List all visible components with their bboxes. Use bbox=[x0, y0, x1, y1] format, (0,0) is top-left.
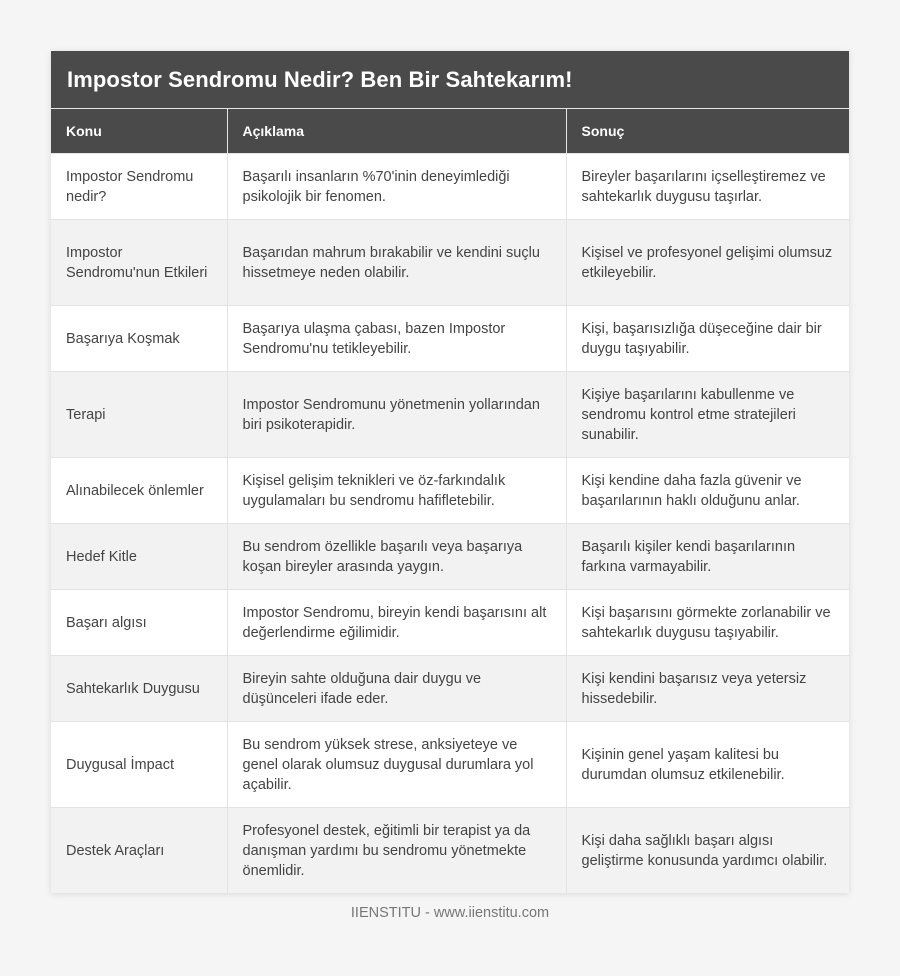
table-row bbox=[51, 154, 849, 220]
cell-sonuc: Bireyler başarılarını içselleştiremez ve sahtekarlık duygusu taşırlar. bbox=[566, 154, 849, 220]
column-header-konu: Konu bbox=[51, 109, 227, 154]
cell-konu: Impostor Sendromu nedir? bbox=[51, 154, 227, 220]
table-row bbox=[51, 590, 849, 656]
cell-konu: Alınabilecek önlemler bbox=[51, 458, 227, 524]
cell-konu: Terapi bbox=[51, 372, 227, 458]
cell-aciklama: Bu sendrom yüksek strese, anksiyeteye ve genel olarak olumsuz duygusal durumlara yol açabilir. bbox=[227, 722, 566, 808]
cell-sonuc: Kişinin genel yaşam kalitesi bu durumdan olumsuz etkilenebilir. bbox=[566, 722, 849, 808]
cell-aciklama: Kişisel gelişim teknikleri ve öz-farkındalık uygulamaları bu sendromu hafifletebilir. bbox=[227, 458, 566, 524]
cell-aciklama: Başarıdan mahrum bırakabilir ve kendini suçlu hissetmeye neden olabilir. bbox=[227, 220, 566, 306]
cell-aciklama: Impostor Sendromunu yönetmenin yollarından biri psikoterapidir. bbox=[227, 372, 566, 458]
page-title: Impostor Sendromu Nedir? Ben Bir Sahtekarım! bbox=[67, 66, 573, 92]
cell-sonuc: Kişiye başarılarını kabullenme ve sendromu kontrol etme stratejileri sunabilir. bbox=[566, 372, 849, 458]
table-row bbox=[51, 656, 849, 722]
cell-konu: Hedef Kitle bbox=[51, 524, 227, 590]
table-row bbox=[51, 306, 849, 372]
cell-aciklama: Başarıya ulaşma çabası, bazen Impostor Sendromu'nu tetikleyebilir. bbox=[227, 306, 566, 372]
cell-konu: Impostor Sendromu'nun Etkileri bbox=[51, 220, 227, 306]
cell-sonuc: Kişi kendine daha fazla güvenir ve başarılarının haklı olduğunu anlar. bbox=[566, 458, 849, 524]
info-table bbox=[51, 109, 849, 893]
table-row bbox=[51, 524, 849, 590]
cell-konu: Destek Araçları bbox=[51, 808, 227, 894]
title-bar bbox=[51, 51, 849, 109]
table-row bbox=[51, 722, 849, 808]
table-row bbox=[51, 220, 849, 306]
cell-sonuc: Kişi kendini başarısız veya yetersiz hissedebilir. bbox=[566, 656, 849, 722]
cell-sonuc: Kişisel ve profesyonel gelişimi olumsuz etkileyebilir. bbox=[566, 220, 849, 306]
cell-sonuc: Başarılı kişiler kendi başarılarının farkına varmayabilir. bbox=[566, 524, 849, 590]
cell-konu: Başarı algısı bbox=[51, 590, 227, 656]
cell-konu: Sahtekarlık Duygusu bbox=[51, 656, 227, 722]
column-header-sonuc: Sonuç bbox=[566, 109, 849, 154]
cell-sonuc: Kişi daha sağlıklı başarı algısı geliştirme konusunda yardımcı olabilir. bbox=[566, 808, 849, 894]
cell-aciklama: Başarılı insanların %70'inin deneyimlediği psikolojik bir fenomen. bbox=[227, 154, 566, 220]
cell-aciklama: Bireyin sahte olduğuna dair duygu ve düşünceleri ifade eder. bbox=[227, 656, 566, 722]
column-header-aciklama: Açıklama bbox=[227, 109, 566, 154]
cell-aciklama: Profesyonel destek, eğitimli bir terapist ya da danışman yardımı bu sendromu yönetmekte önemlidir. bbox=[227, 808, 566, 894]
footer-credit: IIENSTITU - www.iienstitu.com bbox=[350, 905, 550, 921]
table-row bbox=[51, 808, 849, 894]
cell-konu: Başarıya Koşmak bbox=[51, 306, 227, 372]
cell-sonuc: Kişi, başarısızlığa düşeceğine dair bir duygu taşıyabilir. bbox=[566, 306, 849, 372]
cell-aciklama: Bu sendrom özellikle başarılı veya başarıya koşan bireyler arasında yaygın. bbox=[227, 524, 566, 590]
table-row bbox=[51, 372, 849, 458]
content-card bbox=[51, 51, 849, 893]
cell-aciklama: Impostor Sendromu, bireyin kendi başarısını alt değerlendirme eğilimidir. bbox=[227, 590, 566, 656]
table-row bbox=[51, 458, 849, 524]
cell-konu: Duygusal İmpact bbox=[51, 722, 227, 808]
cell-sonuc: Kişi başarısını görmekte zorlanabilir ve sahtekarlık duygusu taşıyabilir. bbox=[566, 590, 849, 656]
table-header-row bbox=[51, 109, 849, 154]
